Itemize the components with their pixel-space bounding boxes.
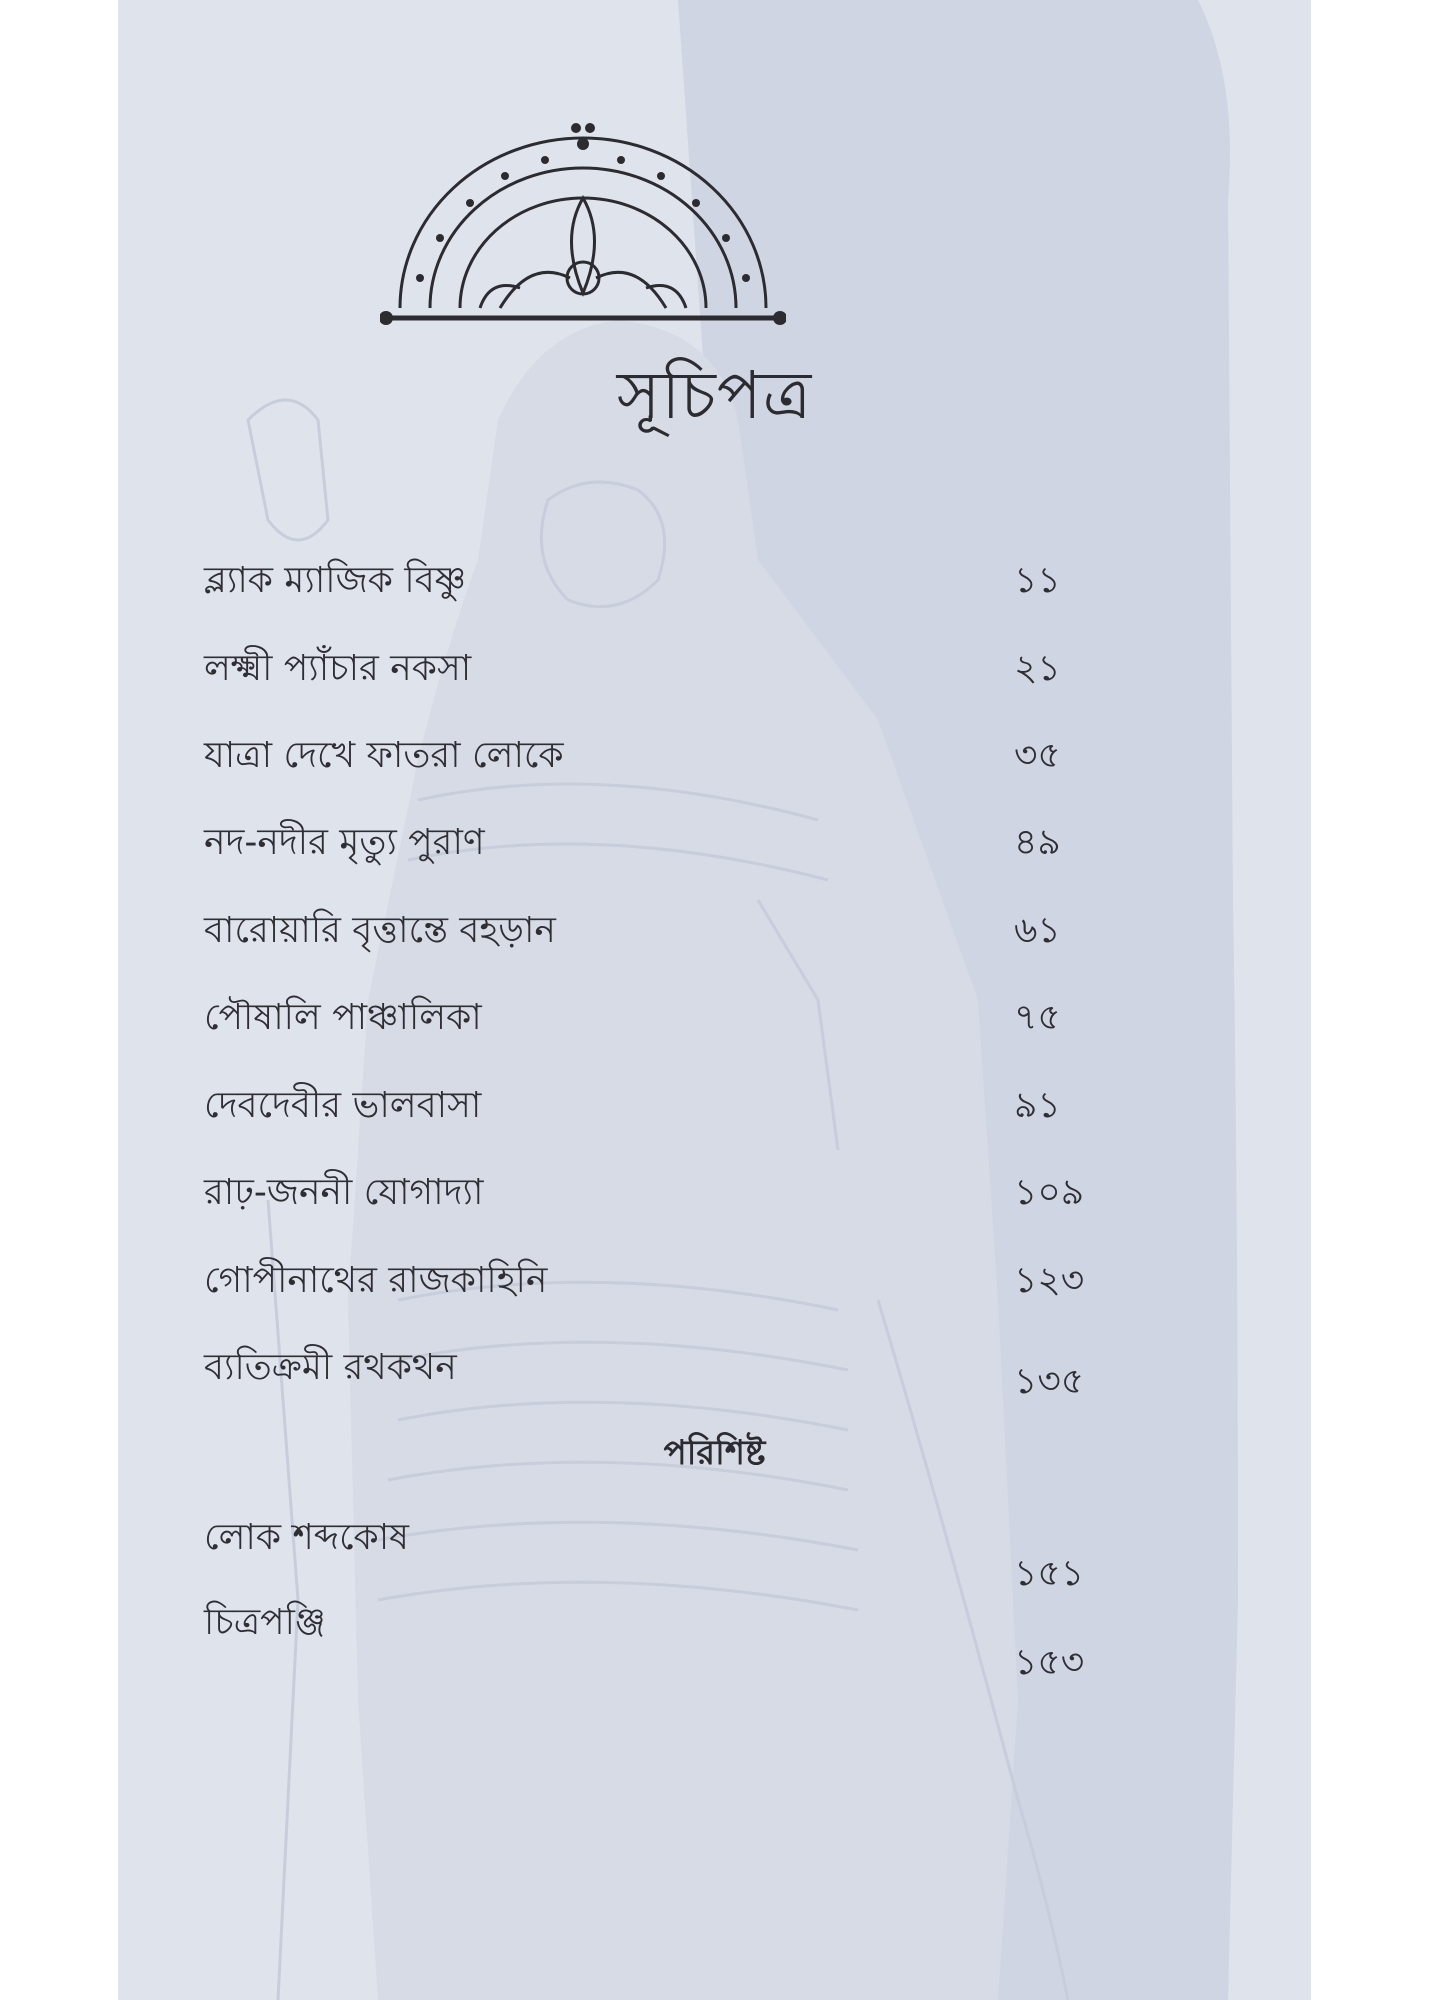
toc-entry-page: ১০৯ bbox=[1014, 1172, 1085, 1213]
toc-entry-title: যাত্রা দেখে ফাতরা লোকে bbox=[204, 735, 564, 776]
toc-entry-page: ১৫১ bbox=[1014, 1553, 1085, 1594]
toc-entry bbox=[204, 1595, 1104, 1683]
toc-entry-title: নদ-নদীর মৃত্যু পুরাণ bbox=[204, 822, 485, 863]
appendix-heading: পরিশিষ্ট bbox=[663, 1433, 766, 1473]
toc-entry bbox=[204, 1078, 1104, 1138]
half-mandala-ornament-icon bbox=[380, 118, 786, 333]
toc-entry bbox=[204, 815, 1104, 875]
toc-entry bbox=[204, 1510, 1104, 1594]
toc-entry-page: ১৫৩ bbox=[1014, 1642, 1085, 1683]
toc-entry-title: রাঢ়-জননী যোগাদ্যা bbox=[204, 1172, 484, 1213]
toc-entry-title: লক্ষ্মী প্যাঁচার নকসা bbox=[204, 648, 472, 689]
toc-entry-title: গোপীনাথের রাজকাহিনি bbox=[204, 1260, 548, 1301]
toc-entry bbox=[204, 990, 1104, 1050]
toc-entry-page: ১২৩ bbox=[1014, 1260, 1085, 1301]
toc-entry bbox=[204, 553, 1104, 613]
toc-entry bbox=[204, 1340, 1104, 1400]
toc-entry-page: ১৩৫ bbox=[1014, 1361, 1085, 1402]
toc-entry bbox=[204, 1165, 1104, 1225]
toc-entry-title: দেবদেবীর ভালবাসা bbox=[204, 1085, 482, 1126]
toc-entry-title: চিত্রপঞ্জি bbox=[204, 1602, 326, 1643]
page-title: সূচিপত্র bbox=[616, 357, 813, 434]
toc-entry-page: ১১ bbox=[1014, 560, 1061, 601]
toc-entry-title: ব্যতিক্রমী রথকথন bbox=[204, 1347, 457, 1388]
toc-entry-page: ৪৯ bbox=[1014, 822, 1061, 863]
toc-entry-title: বারোয়ারি বৃত্তান্তে বহড়ান bbox=[204, 910, 556, 951]
toc-entry-page: ৭৫ bbox=[1014, 997, 1061, 1038]
toc-entry-title: ব্ল্যাক ম্যাজিক বিষ্ণু bbox=[204, 560, 467, 601]
toc-entry-title: পৌষালি পাঞ্চালিকা bbox=[204, 997, 482, 1038]
book-page bbox=[118, 0, 1311, 2000]
toc-entry-page: ২১ bbox=[1014, 648, 1061, 689]
toc-entry-page: ৬১ bbox=[1014, 910, 1061, 951]
toc-entry-page: ৩৫ bbox=[1014, 735, 1061, 776]
toc-entry-page: ৯১ bbox=[1014, 1085, 1061, 1126]
toc-entry-title: লোক শব্দকোষ bbox=[204, 1517, 410, 1558]
toc-entry bbox=[204, 903, 1104, 963]
toc-entry bbox=[204, 728, 1104, 788]
toc-entry bbox=[204, 1253, 1104, 1313]
toc-entry bbox=[204, 641, 1104, 701]
